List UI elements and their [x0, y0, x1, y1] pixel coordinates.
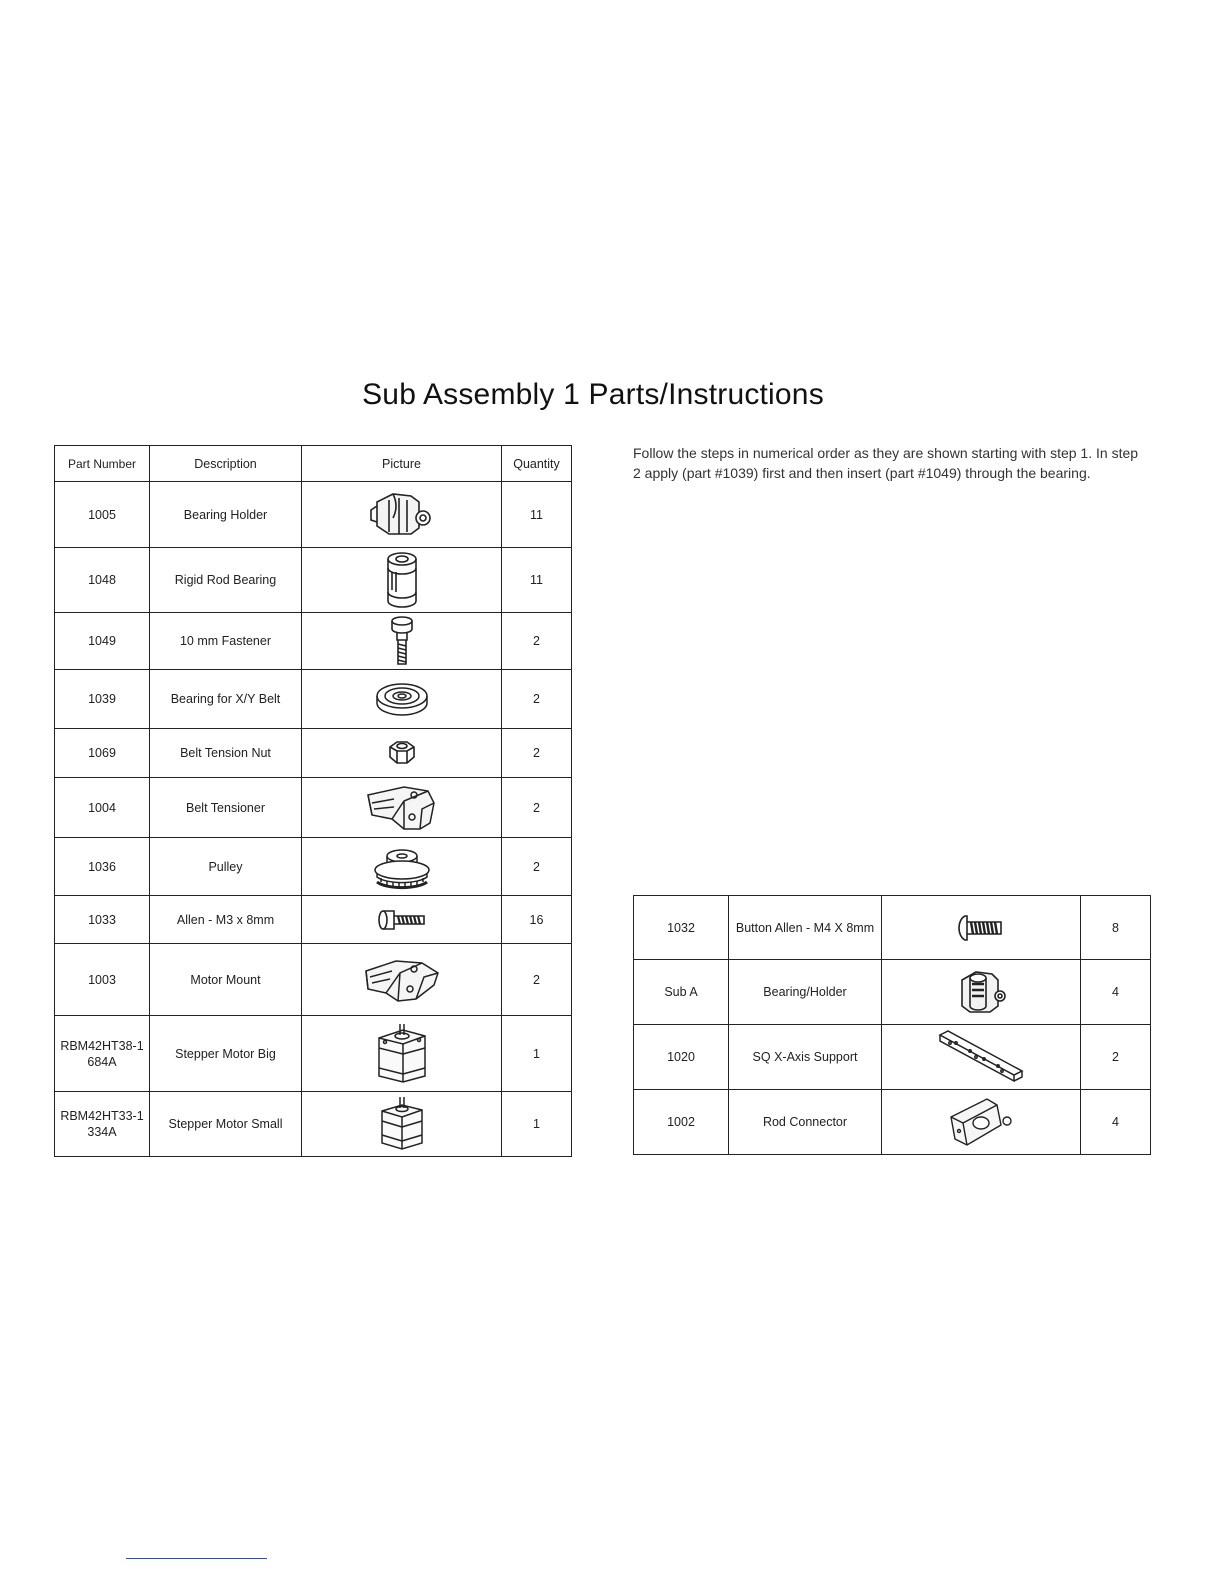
description-cell: Rod Connector	[729, 1090, 882, 1155]
quantity-cell: 11	[502, 482, 572, 548]
part-number-cell: 1020	[634, 1025, 729, 1090]
description-cell: Allen - M3 x 8mm	[150, 896, 302, 944]
picture-cell	[302, 482, 502, 548]
table-row	[55, 1016, 572, 1092]
quantity-cell: 4	[1081, 960, 1151, 1025]
quantity-cell: 2	[502, 778, 572, 838]
table-row	[55, 1092, 572, 1157]
quantity-cell: 8	[1081, 896, 1151, 960]
header-picture: Picture	[302, 446, 502, 482]
description-cell: Stepper Motor Big	[150, 1016, 302, 1092]
header-quantity: Quantity	[502, 446, 572, 482]
footer-link-line	[126, 1558, 267, 1559]
parts-table-main	[54, 445, 572, 1157]
table-row	[55, 548, 572, 613]
quantity-cell: 4	[1081, 1090, 1151, 1155]
quantity-cell: 16	[502, 896, 572, 944]
table-row	[634, 1025, 1151, 1090]
description-cell: Button Allen - M4 X 8mm	[729, 896, 882, 960]
table-row	[55, 670, 572, 729]
description-cell: Pulley	[150, 838, 302, 896]
part-number-cell: RBM42HT38-1684A	[55, 1016, 150, 1092]
part-number-cell: 1002	[634, 1090, 729, 1155]
picture-cell	[882, 960, 1081, 1025]
quantity-cell: 2	[502, 729, 572, 778]
description-cell: Bearing/Holder	[729, 960, 882, 1025]
picture-cell	[302, 944, 502, 1016]
x-axis-support-icon	[936, 1029, 1026, 1085]
motor-mount-icon	[362, 955, 442, 1005]
table-row	[634, 1090, 1151, 1155]
quantity-cell: 2	[1081, 1025, 1151, 1090]
picture-cell	[302, 729, 502, 778]
fastener-icon	[387, 614, 417, 668]
part-number-cell: Sub A	[634, 960, 729, 1025]
quantity-cell: 1	[502, 1092, 572, 1157]
table-row	[634, 960, 1151, 1025]
belt-bearing-icon	[373, 679, 431, 719]
part-number-cell: 1069	[55, 729, 150, 778]
part-number-cell: 1039	[55, 670, 150, 729]
picture-cell	[882, 896, 1081, 960]
quantity-cell: 2	[502, 613, 572, 670]
page-title: Sub Assembly 1 Parts/Instructions	[362, 378, 824, 411]
table-row	[55, 778, 572, 838]
table-header-row	[55, 446, 572, 482]
button-allen-screw-icon	[955, 912, 1007, 944]
part-number-cell: 1049	[55, 613, 150, 670]
quantity-cell: 11	[502, 548, 572, 613]
description-cell: 10 mm Fastener	[150, 613, 302, 670]
parts-table-secondary	[633, 895, 1151, 1155]
table-row	[55, 482, 572, 548]
bearing-holder-icon	[367, 488, 437, 542]
bearing-holder-assembly-icon	[954, 966, 1008, 1018]
table-row	[55, 729, 572, 778]
picture-cell	[302, 613, 502, 670]
picture-cell	[882, 1090, 1081, 1155]
description-cell: Motor Mount	[150, 944, 302, 1016]
tension-nut-icon	[385, 738, 419, 768]
table-row	[55, 613, 572, 670]
table-row	[55, 896, 572, 944]
quantity-cell: 2	[502, 670, 572, 729]
part-number-cell: 1003	[55, 944, 150, 1016]
rod-connector-icon	[945, 1095, 1017, 1149]
part-number-cell: 1004	[55, 778, 150, 838]
description-cell: Bearing Holder	[150, 482, 302, 548]
stepper-motor-big-icon	[373, 1022, 431, 1086]
header-description: Description	[150, 446, 302, 482]
picture-cell	[302, 896, 502, 944]
picture-cell	[882, 1025, 1081, 1090]
part-number-cell: 1032	[634, 896, 729, 960]
table-row	[634, 896, 1151, 960]
description-cell: Stepper Motor Small	[150, 1092, 302, 1157]
picture-cell	[302, 778, 502, 838]
part-number-cell: 1033	[55, 896, 150, 944]
quantity-cell: 1	[502, 1016, 572, 1092]
part-number-cell: 1005	[55, 482, 150, 548]
header-part-number: Part Number	[55, 446, 150, 482]
picture-cell	[302, 1016, 502, 1092]
description-cell: SQ X-Axis Support	[729, 1025, 882, 1090]
quantity-cell: 2	[502, 944, 572, 1016]
part-number-cell: RBM42HT33-1334A	[55, 1092, 150, 1157]
description-cell: Rigid Rod Bearing	[150, 548, 302, 613]
quantity-cell: 2	[502, 838, 572, 896]
picture-cell	[302, 838, 502, 896]
picture-cell	[302, 670, 502, 729]
part-number-cell: 1048	[55, 548, 150, 613]
rigid-rod-bearing-icon	[380, 550, 424, 610]
table-row	[55, 838, 572, 896]
picture-cell	[302, 548, 502, 613]
part-number-cell: 1036	[55, 838, 150, 896]
instructions-text: Follow the steps in numerical order as they are shown starting with step 1. In step 2 apply (part #1039) first and then insert (part #1049) through the bearing.	[633, 445, 1139, 481]
picture-cell	[302, 1092, 502, 1157]
description-cell: Belt Tensioner	[150, 778, 302, 838]
allen-screw-icon	[376, 907, 428, 933]
stepper-motor-small-icon	[376, 1095, 428, 1153]
belt-tensioner-icon	[364, 781, 440, 835]
table-row	[55, 944, 572, 1016]
description-cell: Bearing for X/Y Belt	[150, 670, 302, 729]
description-cell: Belt Tension Nut	[150, 729, 302, 778]
pulley-icon	[371, 844, 433, 890]
